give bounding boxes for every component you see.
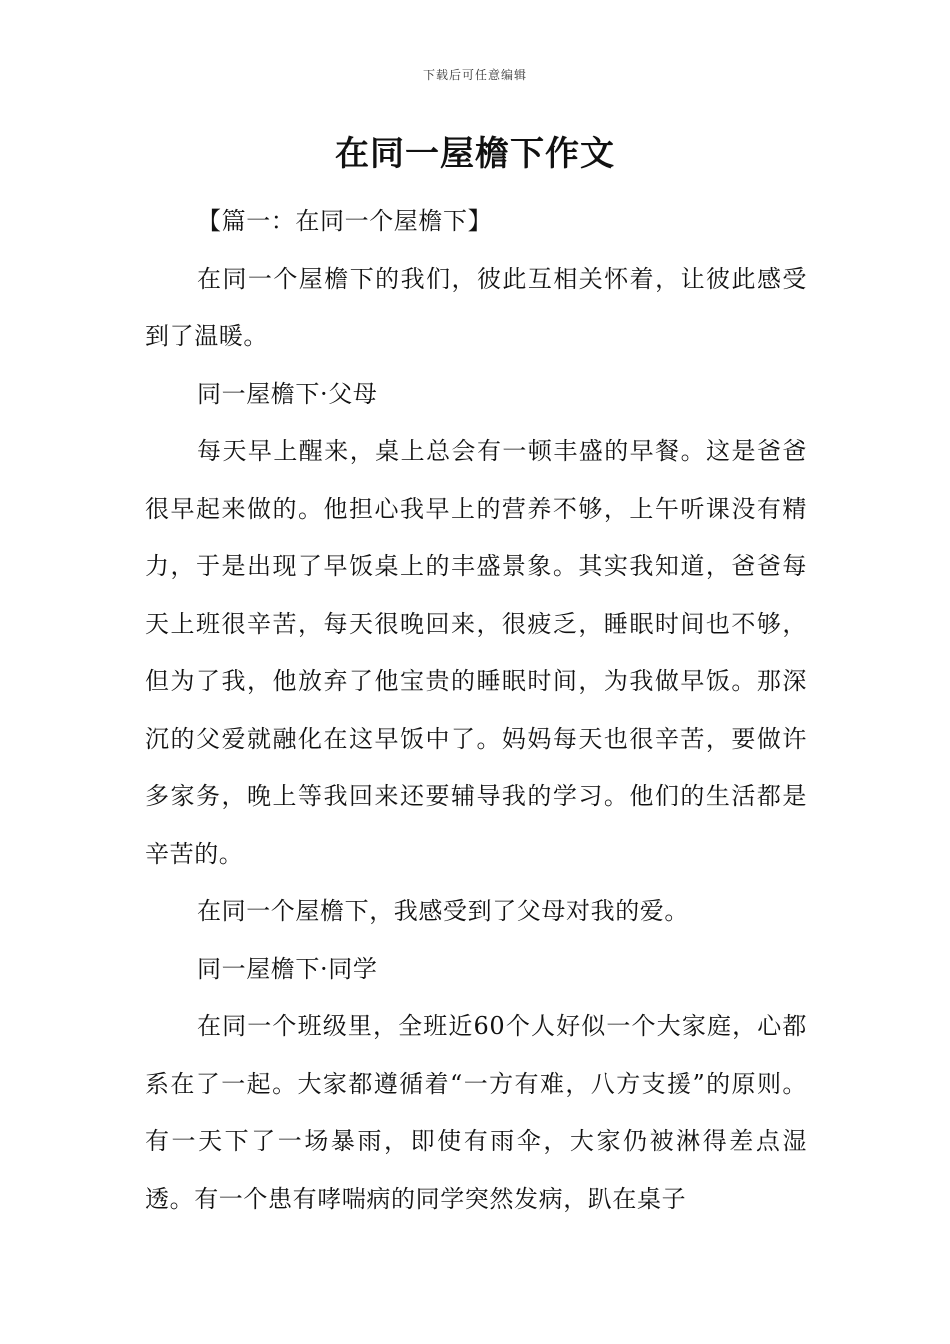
document-title: 在同一屋檐下作文 [335, 134, 615, 174]
subheading-parents: 同一屋檐下·父母 [197, 379, 378, 408]
paragraph-parents: 每天早上醒来，桌上总会有一顿丰盛的早餐。这是爸爸很早起来做的。他担心我早上的营养不够，上午听课没有精力，于是出现了早饭桌上的丰盛景象。其实我知道，爸爸每天上班很辛苦，每天很晚回来，很疲乏，睡眠时间也不够，但为了我，他放弃了他宝贵的睡眠时间，为我做早饭。那深沉的父爱就融化在这早饭中了。妈妈每天也很辛苦，要做许多家务，晚上等我回来还要辅导我的学习。他们的生活都是辛苦的。 [145, 437, 807, 868]
document-body [145, 193, 807, 1228]
subheading-classmates: 同一屋檐下·同学 [197, 954, 378, 983]
paragraph-parents-conclusion: 在同一个屋檐下，我感受到了父母对我的爱。 [197, 897, 689, 925]
paragraph-classmates: 在同一个班级里，全班近60个人好似一个大家庭，心都系在了一起。大家都遵循着“一方有难，八方支援”的原则。有一天下了一场暴雨，即使有雨伞，大家仍被淋得差点湿透。有一个患有哮喘病的同学突然发病，趴在桌子 [145, 1012, 807, 1213]
paragraph-intro: 在同一个屋檐下的我们，彼此互相关怀着，让彼此感受到了温暖。 [145, 264, 807, 350]
section-heading: 【篇一：在同一个屋檐下】 [197, 207, 493, 235]
header-note: 下载后可任意编辑 [422, 68, 527, 82]
